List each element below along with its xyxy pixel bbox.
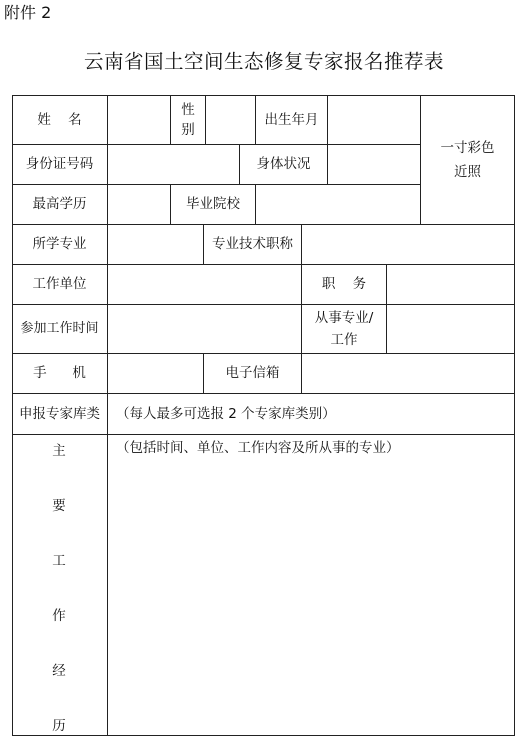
birth-label: 出生年月 — [264, 111, 319, 128]
profession-label-line1: 从事专业/ — [314, 309, 374, 326]
gender-input[interactable] — [206, 96, 255, 144]
gender-label — [171, 95, 205, 144]
id-number-label: 身份证号码 — [25, 156, 94, 172]
position-input[interactable] — [387, 265, 514, 304]
experience-char-1: 主 — [52, 443, 66, 459]
education-input[interactable] — [108, 185, 170, 224]
mobile-input[interactable] — [108, 354, 203, 393]
name-label: 姓 名 — [37, 111, 82, 128]
experience-label — [12, 435, 107, 735]
title-rank-label: 专业技术职称 — [212, 236, 293, 252]
category-input[interactable]: （每人最多可选报 2 个专家库类别） — [116, 405, 336, 422]
experience-char-2: 要 — [52, 498, 66, 514]
experience-char-4: 作 — [52, 608, 66, 624]
health-label: 身体状况 — [256, 156, 311, 172]
school-input[interactable] — [256, 185, 420, 224]
annex-label: 附件 2 — [4, 3, 52, 22]
school-label: 毕业院校 — [186, 196, 240, 212]
profession-input[interactable] — [387, 305, 514, 353]
email-label: 电子信箱 — [225, 365, 280, 381]
experience-char-6: 历 — [52, 718, 66, 734]
major-input[interactable] — [108, 225, 203, 264]
registration-form-table — [12, 95, 515, 736]
name-input[interactable] — [108, 96, 170, 144]
work-start-label: 参加工作时间 — [20, 320, 99, 336]
id-number-input[interactable] — [108, 145, 239, 184]
major-label: 所学专业 — [32, 236, 87, 252]
photo-label-line1: 一寸彩色 — [440, 139, 495, 156]
email-input[interactable] — [302, 354, 514, 393]
employer-label: 工作单位 — [32, 276, 87, 292]
education-label: 最高学历 — [32, 196, 87, 212]
profession-label-line2: 工作 — [330, 331, 358, 348]
form-title: 云南省国土空间生态修复专家报名推荐表 — [83, 50, 444, 73]
position-label: 职 务 — [321, 276, 367, 292]
photo-box[interactable] — [421, 95, 514, 224]
gender-label-line2: 别 — [181, 121, 195, 138]
work-start-input[interactable] — [108, 305, 301, 353]
title-rank-input[interactable] — [302, 225, 514, 264]
birth-input[interactable] — [328, 96, 420, 144]
photo-label-line2: 近照 — [454, 163, 481, 180]
profession-label — [302, 304, 386, 353]
gender-label-line1: 性 — [181, 101, 195, 118]
experience-char-5: 经 — [52, 663, 66, 679]
health-input[interactable] — [328, 145, 420, 184]
category-label: 申报专家库类 — [19, 405, 100, 422]
experience-input[interactable]: （包括时间、单位、工作内容及所从事的专业） — [116, 440, 400, 456]
employer-input[interactable] — [108, 265, 301, 304]
experience-char-3: 工 — [52, 553, 66, 569]
mobile-label: 手 机 — [33, 365, 86, 381]
